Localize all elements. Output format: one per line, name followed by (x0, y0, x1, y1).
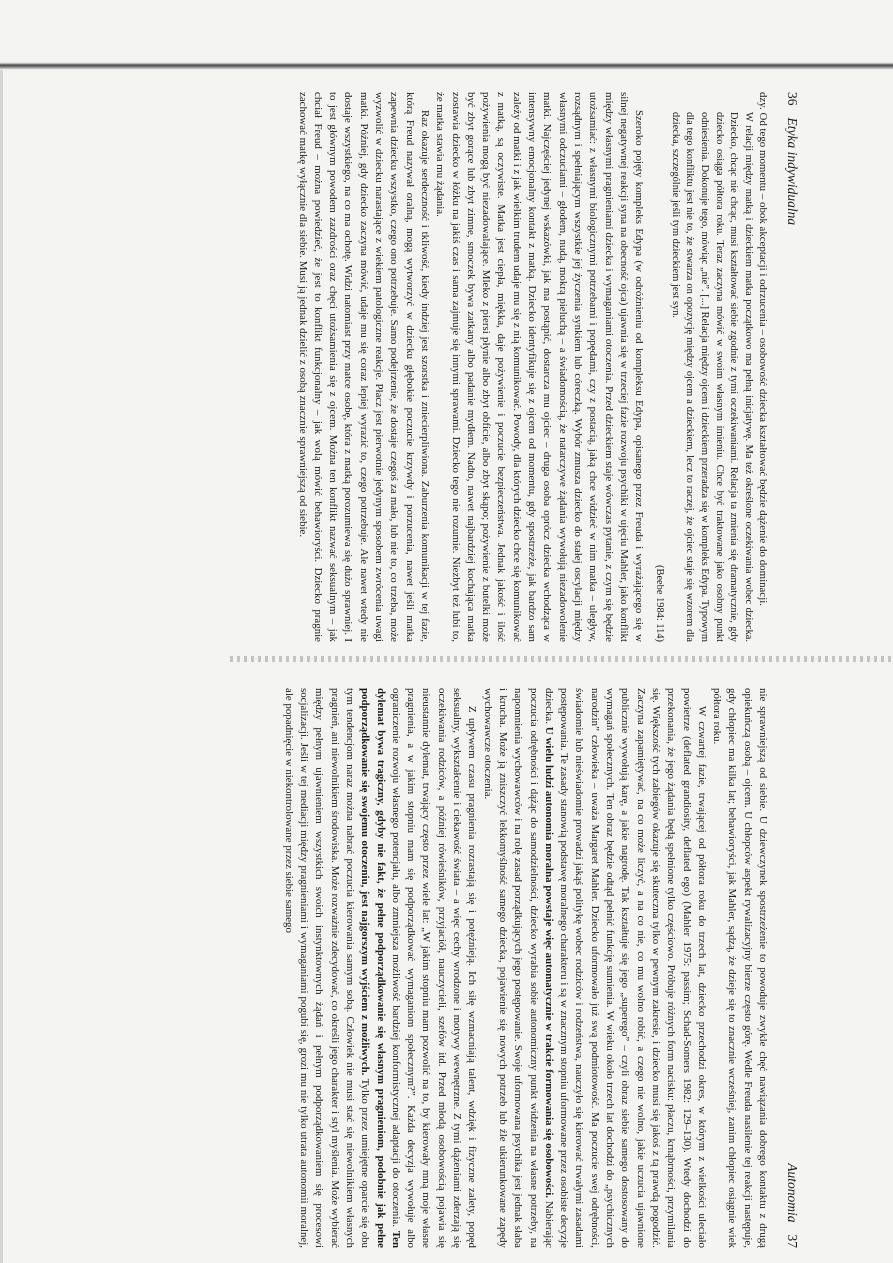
paragraph (281, 688, 480, 1248)
paragraph: Szeroko pojęty kompleks Edypa (w odróżnieniu od kompleksu Edypa, opisanego przez Freuda i wyrażającego się w silnej negatywnej reakcji syna na obecność ojca) ujawnia się w trzeciej fazie rozwoju psychiki w ujęciu Mahler, jako konflikt między własnymi pragnieniami dziecka i wymaganiami otoczenia. Przed dzieckiem staje wówczas pytanie, z czym się będzie utożsamiać: z własnymi biologicznymi potrzebami i popędami, czy z postacią, jaką chce widzieć w nim matka – uległyw, rozsądnym i spełniającym wszystkie jej życzenia synkiem lub córeczką. Wybór zmusza dziecko do stałej oscylacji między własnymi odczuciami – głodem, nudą, mokrą pieluchą – a świadomością, że natarczywe żądania wywołują niezadowolenie matki. Najczęściej jedynej wskazówki, jak ma postąpić, dostarcza mu ojciec – druga osoba oprócz dziecka wchodząca w intensywny emocjonalny kontakt z matką. Dziecko identyfikuje się z ojcem od momentu, gdy spostrzeże, jak bardzo sam zależy od matki i z jak wielkim trudem udaje mu się z nią komunikować. Powody, dla których dziecko chce się komunikować z matką, są oczywiste. Matka jest ciepła, miękka, daje pożywienie i poczucie bezpieczeństwa. Jednak jakość i ilość pożywienia mogą być niezadowalające. Mleko z piersi płynie albo zbyt obficie, albo zbyt skąpo; pożywienie z butelki może być zbyt gorące lub zbyt zimne, smoczek bywa zatkany albo padanie mydłem. Nadto, nawet najbardziej kochająca matka zostawia dziecko w łóżku na jakiś czas i sama zajmuje się innymi sprawami. Dziecko tego nie rozumie. Niezbyt też lubi to, że matka stawia mu żądania. (434, 92, 646, 642)
page-number: 36 (785, 92, 800, 106)
paragraph (479, 688, 708, 1248)
paragraph: Raz okazuje serdeczność i tkliwość, kiedy indziej jest szorstka i zniecierpliwiona. Zaburzenia komunikacji w tej fazie, którą Freud nazywał oralną, mogą wytworzyć w dziecku głębokie poczucie krzywdy i porzucenia, nawet jeśli matka zapewnia dziecku wszystko, czego ono potrzebuje. Samo podejrzenie, że dostaje czegoś za mało, lub nie to, co trzeba, może wyzwolić w dziecku narastające z wiekiem patologiczne reakcje. Płacz jest pierwotnie jedynym sposobem zwrócenia uwagi matki. Później, gdy dziecko zaczyna mówić, udaje mu się coraz lepiej wyrazić to, czego potrzebuje. Ale nawet wtedy nie dostaje wszystkiego, na co ma ochotę. Widzi natomiast przy matce osobę, która z matką porozumiewa się dużo sprawniej. I to jest głównym powodem zazdrości oraz chęci utożsamienia się z ojcem. Można ten konflikt nazwać seksualnym – jak chciał Freud – można powiedzieć, że jest to konflikt funkcjonalny – jak wolą mówić behawioryści. Dziecko pragnie zachować matkę wyłącznie dla siebie. Musi ją jednak dzielić z osobą znacznie sprawniejszą od siebie. (296, 92, 431, 642)
paragraph-text: Nabierając poczucia odrębności i dążąc do samodzielności, dziecko wyrabia sobie autonomiczny punkt widzenia na własne potrzeby, na napomnienia wychowawców i na rolę zasad porządkujących jego postępowanie. Swoje uformowana psychika jest jednak słaba i krucha. Może ją zniszczyć lekkomyślność samego dziecka, pojawienie się nowych potrzeb lub źle ukierunkowane zapędy wychowawcze otoczenia. (481, 688, 555, 1248)
page-37 (2, 688, 800, 1248)
running-head-right (784, 688, 800, 1248)
paragraph-text: Tylko przez umiejętne oparcie się obu tym tendencjom naraz można nabrać poczucia kierowania samym sobą. Człowiek nie musi stać się niewolnikiem własnych pragnień, ani niewolnikiem środowiska. Może rozważnie zdecydować, co określi jego charakter i styl myślenia. Może wybierać między pełnym ujawnieniem wszystkich swoich instynktownych żądań i pełnym podporządkowaniem się procesowi socjalizacji. Jeśli w tej mediacji między pragnieniami i wymaganiami pogubi się, grozi mu nie tylko utrata autonomii moralnej, ale popadnięcie w niekontrolowane przez siebie samego (282, 688, 372, 1248)
opening-text: nie sprawniejszą od siebie. U dziewczynek spostrzeżenie to powoduje zwykle chęć nawiązania dobrego kontaktu z drugą opiekuńczą osobą – ojcem. U chłopców aspekt rywalizacyjny bierze często górę. Wedle Freuda nasilenie tej reakcji następuje, gdy chłopiec ma kilka lat; behawioryści, jak Mahler, sądzą, że dzieje się to znacznie wcześniej, zanim chłopiec osiągnie wiek półtora roku. (711, 688, 769, 1248)
running-head-left (784, 92, 800, 642)
scan-artifact-top (0, 62, 893, 70)
paragraph-text: W czwartej fazie, trwającej od półtora roku do trzech lat, dziecko przechodzi okres, w którym z wielkości uleciało powietrze (deflated grandiosity, deflated ego) (Mahler 1975: passim; Schad-Somers 1982: 129–130). Wtedy dochodzi do przekonania, że jego żądania będą spełnione tylko częściowo. Próbuje różnych form nacisku: płaczu, krnąbrności, przymilania się. Większość tych zabiegów okazuje się skuteczna tylko w pewnym zakresie, i dziecko musi się jakoś z tą prawdą pogodzić. Zaczyna zapamiętywać, na co może liczyć, a na co nie, co mu wolno robić, a czego nie wolno, jakie uczucia ujawnione publicznie wywołują karę, a jakie nagrodę. Tak kształtuje się jego „superego” – czyli obraz siebie samego dostosowany do wymagań społecznych. Ten obraz będzie odtąd pełnić funkcję sumienia. W wieku około trzech lat dochodzi do „psychicznych narodzin” człowieka – uważa Margaret Mahler. Dziecko uformowało już swą podmiotowość. Ma poczucie swej odrębności, świadomie lub nieświadomie prowadzi jakąś politykę wobec rodziców i rodzeństwa, nauczyło się kierować trwałymi zasadami postępowania. Te zasady stanowią podstawę moralnego charakteru i są w znacznym stopniu uformowane przez osobiste decyzje dziecka. (542, 688, 708, 1248)
quote-source: (Beebe 1984: 114) (654, 565, 666, 642)
running-head-title: Etyka indywidualna (785, 117, 800, 226)
bold-thesis: U wielu ludzi autonomia moralna powstaje więc automatycznie w trakcie formowania się osobowości. (542, 726, 555, 1199)
paragraph-text: Z upływem czasu pragnienia rozrastają się i potężnieją. Ich siłę wzmacniają talent, wdzięk i fizyczne zalety, popęd seksualny, wykształcenie i ciekawość świata – a więc cechy wrodzone i motywy wewnętrzne. Z tymi dążeniami zderzają się oczekiwania rodziców, a później rówieśników, przyjaciół, nauczycieli, szefów itd. Przed młodą osobowością pojawia się nieustannie dylemat, trwający często przez wiele lat: „W jakim stopniu mam pozwolić na to, by kierowały mną moje własne pragnienia, a w jakim stopniu mam się podporządkować wymaganiom społecznym?”. Każda decyzja wywołuje albo ograniczenie rozwoju własnego potencjału, albo zmniejsza możliwość bardziej konformistycznej adaptacji do otoczenia. (389, 688, 479, 1248)
opening-text: dzy. Od tego momentu – obok akceptacji i odrzucenia – osobowość dziecka kształtować będzie dążenie do dominacji. (757, 92, 769, 606)
page-number: 37 (785, 1234, 800, 1248)
scan-artifact-gutter (230, 656, 893, 662)
running-head-title: Autonomia (785, 1163, 800, 1223)
page-36 (115, 92, 800, 642)
bold-thesis: Ten dylemat bywa tragiczny, gdyby nie fakt, że pełne podporządkowanie się własnym pragnieniom, podobnie jak pełne podporządkowanie się swojemu otoczeniu, jest najgorszym wyjściem z możliwych. (359, 688, 402, 1248)
block-quote: W relacji między matką i dzieckiem matka początkowo ma pełną inicjatywę. Ma też określone oczekiwania wobec dziecka. Dziecko, chcąc nie chcąc, musi kształtować siebie zgodnie z tymi oczekiwaniami. Relacja ta zmienia się dramatycznie, gdy dziecko osiąga półtora roku. Teraz zaczyna mówić w swoim własnym imieniu. Chce być traktowane jako osobny punkt odniesienia. Dokonuje tego, mówiąc „nie”. [...] Relacja między ojcem i dzieckiem przeradza się w kompleks Edypa. Typowym dla tego konfliktu jest nie to, że stwarza on opozycję między ojcem a dzieckiem, lecz to raczej, że ojciec staje się wzorem dla dziecka, szczególnie jeśli tym dzieckiem jest syn. (669, 112, 754, 642)
